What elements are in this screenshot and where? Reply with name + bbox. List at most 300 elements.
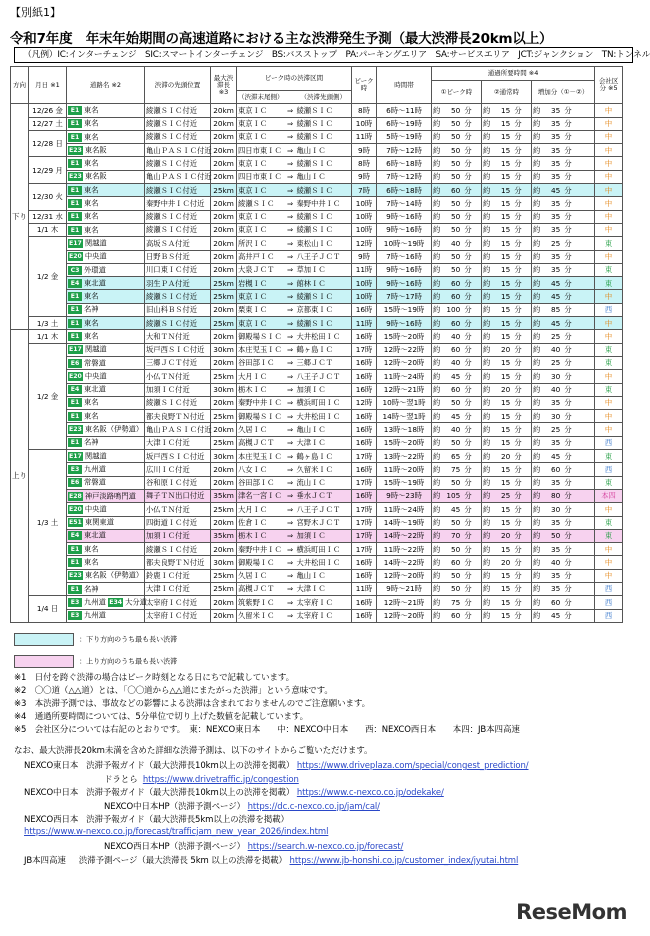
normal-travel-time-cell-value: 20 [501,531,511,541]
section-end-cell: 亀山ＩＣ [296,170,352,183]
increase-cell [532,197,595,210]
link-label-west-hp: NEXCO西日本HP（渋滞予測ページ） [104,842,246,852]
route-badge: E51 [69,519,82,527]
header-company: 会社区分 ※5 [595,67,623,104]
arrow-icon: ⇒ [285,596,296,609]
head-position-cell: 亀山ＰＡＳＩＣ付近 [145,170,211,183]
normal-travel-time-cell [482,223,532,236]
section-start-cell: 所沢ＩＣ [237,237,285,250]
peak-travel-time-cell [432,516,482,529]
minute-label: 分 [514,411,522,421]
increase-cell-value: 35 [551,478,561,488]
increase-cell [532,343,595,356]
section-start-cell: 秦野中井ＩＣ [237,543,285,556]
note-4: ※4 通過所要時間については、5分単位で切り上げた数値を記載しています。 [14,712,308,722]
link-mid-guide[interactable]: https://www.c-nexco.co.jp/odekake/ [296,788,444,798]
minute-label: 分 [564,172,572,182]
normal-travel-time-cell-value: 15 [501,371,511,381]
section-end-cell: 綾瀬ＳＩＣ [296,117,352,130]
increase-cell-value: 35 [551,132,561,142]
time-range-cell: 9時〜16時 [377,263,432,276]
peak-cell: 10時 [352,117,377,130]
peak-cell: 12時 [352,396,377,409]
route-badge: E23 [69,146,82,154]
peak-travel-time-cell-value: 40 [451,424,461,434]
head-position-cell: 亀山ＰＡＳＩＣ付近 [145,144,211,157]
road-cell [67,383,145,396]
minute-label: 分 [514,491,522,501]
peak-travel-time-cell-value: 50 [451,119,461,129]
peak-cell: 11時 [352,317,377,330]
peak-travel-time-cell [432,436,482,449]
increase-cell-value: 35 [551,145,561,155]
minute-label: 分 [514,518,522,527]
increase-cell [532,303,595,316]
minute-label: 分 [464,531,472,541]
increase-cell [532,450,595,463]
section-end-cell: 綾瀬ＳＩＣ [296,157,352,170]
road-name: 東北道 [84,278,106,288]
road-name: 東名 [84,411,99,421]
table-row [11,184,623,197]
peak-cell: 10時 [352,290,377,303]
peak-cell: 16時 [352,423,377,436]
link-label-mid-guide: 渋滞予報ガイド（最大渋滞長10km以上の渋滞を掲載） [86,788,295,798]
max-length-cell: 35km [211,489,237,502]
normal-travel-time-cell [482,450,532,463]
header-direction: 方向 [11,67,29,104]
increase-cell [532,463,595,476]
approx-label: 約 [483,478,491,488]
increase-cell [532,317,595,330]
increase-cell-value: 25 [551,424,561,434]
peak-travel-time-cell [432,383,482,396]
peak-travel-time-cell-value: 50 [451,158,461,168]
time-range-cell: 5時〜19時 [377,130,432,143]
max-length-cell: 25km [211,582,237,595]
key-down-longest [14,629,177,648]
minute-label: 分 [514,557,522,567]
company-cell: 西 [595,463,623,476]
section-start-cell: 佐倉ＩＣ [237,516,285,529]
road-name: 東名 [84,132,99,142]
increase-cell [532,263,595,276]
link-east-guide[interactable]: https://www.driveplaza.com/special/congest_prediction/ [296,761,529,771]
link-west-hp[interactable]: https://search.w-nexco.co.jp/forecast/ [247,842,404,852]
arrow-icon: ⇒ [285,463,296,476]
road-cell [67,277,145,290]
normal-travel-time-cell [482,436,532,449]
company-cell: 中 [595,197,623,210]
approx-label: 約 [433,238,441,248]
peak-travel-time-cell-value: 50 [451,518,461,527]
normal-travel-time-cell [482,170,532,183]
peak-travel-time-cell-value: 50 [451,265,461,275]
section-start-cell: 高槻ＪＣＴ [237,582,285,595]
approx-label: 約 [483,611,491,621]
approx-label: 約 [483,398,491,408]
minute-label: 分 [464,291,472,301]
increase-cell [532,489,595,502]
link-west-guide[interactable]: https://www.w-nexco.co.jp/forecast/trafficjam_new_year_2026/index.html [24,826,329,837]
increase-cell [532,423,595,436]
minute-label: 分 [464,424,472,434]
normal-travel-time-cell-value: 15 [501,597,511,607]
minute-label: 分 [464,225,472,235]
minute-label: 分 [514,172,522,182]
date-cell: 1/4 日 [29,596,67,623]
peak-cell: 10時 [352,277,377,290]
road-name: 東名 [84,331,99,341]
direction-cell: 下り [11,104,29,330]
head-position-cell: 坂戸西ＳＩＣ付近 [145,450,211,463]
increase-cell-value: 35 [551,158,561,168]
road-name: 東名 [84,105,99,115]
normal-travel-time-cell [482,582,532,595]
approx-label: 約 [433,119,441,129]
minute-label: 分 [564,557,572,567]
peak-travel-time-cell [432,317,482,330]
link-doratora[interactable]: https://www.drivetraffic.jp/congestion [142,774,299,785]
head-position-cell: 日野ＢＳ付近 [145,250,211,263]
approx-label: 約 [483,105,491,115]
minute-label: 分 [564,491,572,501]
arrow-icon: ⇒ [285,317,296,330]
key-up-label: ：上り方向のうち最も長い渋滞 [79,657,178,666]
road-name: 関越道 [84,238,107,248]
road-name: 九州道 [84,610,106,620]
section-end-cell: 大井松田ＩＣ [296,330,352,343]
route-badge: E1 [68,332,82,341]
road-cell [67,396,145,409]
normal-travel-time-cell [482,463,532,476]
increase-cell-value: 25 [551,238,561,248]
time-range-cell: 11時〜24時 [377,370,432,383]
approx-label: 約 [433,518,441,527]
section-start-cell: 御殿場ＳＩＣ [237,410,285,423]
increase-cell [532,250,595,263]
minute-label: 分 [514,584,522,594]
road-cell [67,476,145,489]
peak-travel-time-cell [432,596,482,609]
company-cell: 中 [595,423,623,436]
road-cell [67,290,145,303]
max-length-cell: 20km [211,104,237,117]
normal-travel-time-cell-value: 15 [501,305,511,315]
company-cell: 中 [595,569,623,582]
arrow-icon: ⇒ [285,370,296,383]
approx-label: 約 [433,132,441,142]
head-position-cell: 加須ＩＣ付近 [145,383,211,396]
approx-label: 約 [433,331,441,341]
head-position-cell: 川口東ＩＣ付近 [145,263,211,276]
approx-label: 約 [483,158,491,168]
time-range-cell: 6時〜19時 [377,117,432,130]
approx-label: 約 [483,278,491,288]
peak-travel-time-cell [432,370,482,383]
road-name: 東名 [84,198,99,208]
approx-label: 約 [433,185,441,195]
arrow-icon: ⇒ [285,210,296,223]
resemom-watermark: ReseMom [516,900,627,924]
max-length-cell: 20km [211,117,237,130]
peak-travel-time-cell-value: 75 [451,464,461,474]
sheet-label: 【別紙1】 [10,6,61,19]
increase-cell [532,130,595,143]
peak-cell: 16時 [352,356,377,369]
peak-cell: 16時 [352,489,377,502]
minute-label: 分 [514,464,522,474]
max-length-cell: 20km [211,609,237,622]
max-length-cell: 20km [211,356,237,369]
time-range-cell: 13時〜22時 [377,450,432,463]
company-cell: 中 [595,503,623,516]
head-position-cell: 鈴鹿ＩＣ付近 [145,569,211,582]
increase-cell-value: 35 [551,438,561,448]
approx-label: 約 [483,238,491,248]
approx-label: 約 [483,119,491,129]
company-cell: 中 [595,317,623,330]
max-length-cell: 20km [211,250,237,263]
peak-cell: 16時 [352,383,377,396]
route-badge: E17 [69,346,82,354]
increase-cell [532,476,595,489]
normal-travel-time-cell-value: 15 [501,504,511,514]
approx-label: 約 [533,225,541,235]
org-nexco-mid: NEXCO中日本 [24,788,79,798]
section-start-cell: 東京ＩＣ [237,157,285,170]
arrow-icon: ⇒ [285,330,296,343]
arrow-icon: ⇒ [285,250,296,263]
minute-label: 分 [564,411,572,421]
peak-travel-time-cell-value: 105 [446,491,461,501]
increase-cell-value: 45 [551,318,561,328]
table-row [11,290,623,303]
route-badge: C3 [68,266,82,275]
normal-travel-time-cell-value: 20 [501,385,511,395]
road-cell [67,170,145,183]
max-length-cell: 20km [211,396,237,409]
minute-label: 分 [564,318,572,328]
arrow-icon: ⇒ [285,303,296,316]
arrow-icon: ⇒ [285,543,296,556]
peak-cell: 16時 [352,463,377,476]
head-position-cell: 綾瀬ＳＩＣ付近 [145,543,211,556]
peak-cell: 17時 [352,450,377,463]
approx-label: 約 [433,305,441,315]
minute-label: 分 [464,557,472,567]
peak-travel-time-cell [432,330,482,343]
minute-label: 分 [564,451,572,461]
peak-travel-time-cell-value: 50 [451,252,461,262]
route-badge: E4 [68,385,82,394]
minute-label: 分 [564,291,572,301]
peak-travel-time-cell [432,556,482,569]
minute-label: 分 [564,464,572,474]
road-name: 東名阪 [84,145,107,155]
peak-cell: 7時 [352,184,377,197]
date-cell: 12/26 金 [29,104,67,117]
road-name: 外環道 [84,265,106,274]
header-max-length: 最大渋滞長 ※3 [211,67,237,104]
section-start-cell: 大月ＩＣ [237,503,285,516]
minute-label: 分 [514,185,522,195]
minute-label: 分 [514,345,522,355]
route-badge: E1 [68,545,82,554]
road-cell [67,556,145,569]
normal-travel-time-cell [482,197,532,210]
approx-label: 約 [483,504,491,514]
minute-label: 分 [464,478,472,488]
arrow-icon: ⇒ [285,556,296,569]
increase-cell-value: 45 [551,291,561,301]
head-position-cell: 太宰府ＩＣ付近 [145,609,211,622]
company-cell: 東 [595,343,623,356]
head-position-cell: 綾瀬ＳＩＣ付近 [145,104,211,117]
link-label-doratora: ドラとら [104,774,138,785]
minute-label: 分 [564,212,572,222]
head-position-cell: 高坂ＳＡ付近 [145,237,211,250]
company-cell: 中 [595,370,623,383]
section-start-cell: 高槻ＪＣＴ [237,436,285,449]
increase-cell-value: 35 [551,172,561,182]
minute-label: 分 [464,597,472,607]
approx-label: 約 [433,531,441,541]
minute-label: 分 [464,212,472,222]
road-cell [67,330,145,343]
max-length-cell: 30km [211,383,237,396]
approx-label: 約 [533,198,541,208]
table-row [11,356,623,369]
increase-cell-value: 25 [551,331,561,341]
route-badge: E6 [68,359,82,368]
minute-label: 分 [514,385,522,395]
peak-cell: 16時 [352,303,377,316]
peak-cell: 11時 [352,130,377,143]
minute-label: 分 [564,252,572,262]
head-position-cell: 小仏ＴＮ付近 [145,370,211,383]
minute-label: 分 [464,584,472,594]
road-name: 関越道 [84,451,107,461]
normal-travel-time-cell [482,543,532,556]
route-badge: E1 [68,305,82,314]
table-row [11,144,623,157]
header-travel-time: 通過所要時間 ※4 [432,67,595,81]
road-cell [67,370,145,383]
minute-label: 分 [514,424,522,434]
normal-travel-time-cell [482,596,532,609]
max-length-cell: 20km [211,130,237,143]
page-title: 令和7年度 年末年始期間の高速道路における主な渋滞発生予測（最大渋滞長20km以上） [10,31,553,47]
approx-label: 約 [483,584,491,594]
max-length-cell: 25km [211,370,237,383]
time-range-cell: 9時〜23時 [377,489,432,502]
minute-label: 分 [464,145,472,155]
approx-label: 約 [483,424,491,434]
normal-travel-time-cell [482,117,532,130]
peak-travel-time-cell-value: 50 [451,225,461,235]
minute-label: 分 [564,198,572,208]
normal-travel-time-cell-value: 15 [501,438,511,448]
route-badge: E20 [69,505,82,513]
head-position-cell: 太宰府ＩＣ付近 [145,596,211,609]
table-row [11,556,623,569]
road-name: 東名 [84,158,99,168]
table-row [11,303,623,316]
minute-label: 分 [464,305,472,315]
section-start-cell: 筑紫野ＩＣ [237,596,285,609]
peak-travel-time-cell-value: 50 [451,478,461,488]
link-jb[interactable]: https://www.jb-honshi.co.jp/customer_index/jyutai.html [289,855,519,866]
normal-travel-time-cell [482,290,532,303]
normal-travel-time-cell-value: 15 [501,238,511,248]
header-increase: 増加分（①－②） [532,81,595,104]
company-cell: 中 [595,556,623,569]
date-cell: 12/28 日 [29,130,67,157]
head-position-cell: 亀山ＰＡＳＩＣ付近 [145,423,211,436]
peak-travel-time-cell-value: 50 [451,584,461,594]
date-cell: 12/30 火 [29,184,67,211]
approx-label: 約 [483,291,491,301]
minute-label: 分 [464,571,472,581]
time-range-cell: 11時〜20時 [377,463,432,476]
company-cell: 中 [595,170,623,183]
peak-travel-time-cell-value: 60 [451,185,461,195]
max-length-cell: 20km [211,170,237,183]
road-name: 東関東道 [84,517,115,527]
peak-cell: 9時 [352,170,377,183]
approx-label: 約 [483,331,491,341]
section-start-cell: 東京ＩＣ [237,130,285,143]
approx-label: 約 [533,331,541,341]
date-cell: 1/2 金 [29,343,67,449]
time-range-cell: 9時〜16時 [377,317,432,330]
minute-label: 分 [514,105,522,115]
head-position-cell: 大津ＩＣ付近 [145,436,211,449]
section-end-cell: 綾瀬ＳＩＣ [296,223,352,236]
minute-label: 分 [514,331,522,341]
peak-travel-time-cell [432,130,482,143]
peak-cell: 12時 [352,237,377,250]
minute-label: 分 [564,278,572,288]
section-end-cell: 鶴ヶ島ＩＣ [296,450,352,463]
section-start-cell: 栗東ＩＣ [237,303,285,316]
peak-travel-time-cell [432,237,482,250]
road-name: 東名 [84,557,99,567]
key-cyan-swatch [14,633,74,646]
road-name: 名神 [84,437,99,447]
increase-cell [532,356,595,369]
header-peak: ピーク時 [352,67,377,104]
table-row [11,436,623,449]
header-time-range: 時間帯 [377,67,432,104]
approx-label: 約 [533,597,541,607]
max-length-cell: 20km [211,237,237,250]
increase-cell-value: 45 [551,278,561,288]
max-length-cell: 20km [211,330,237,343]
approx-label: 約 [533,504,541,514]
link-mid-hp[interactable]: https://dc.c-nexco.co.jp/jam/cal/ [247,801,380,812]
section-end-cell: 加須ＩＣ [296,383,352,396]
peak-cell: 16時 [352,569,377,582]
normal-travel-time-cell-value: 15 [501,119,511,129]
minute-label: 分 [564,105,572,115]
time-range-cell: 7時〜12時 [377,170,432,183]
route-badge: E1 [68,319,82,328]
road-cell [67,543,145,556]
approx-label: 約 [433,212,441,222]
normal-travel-time-cell-value: 15 [501,358,511,368]
